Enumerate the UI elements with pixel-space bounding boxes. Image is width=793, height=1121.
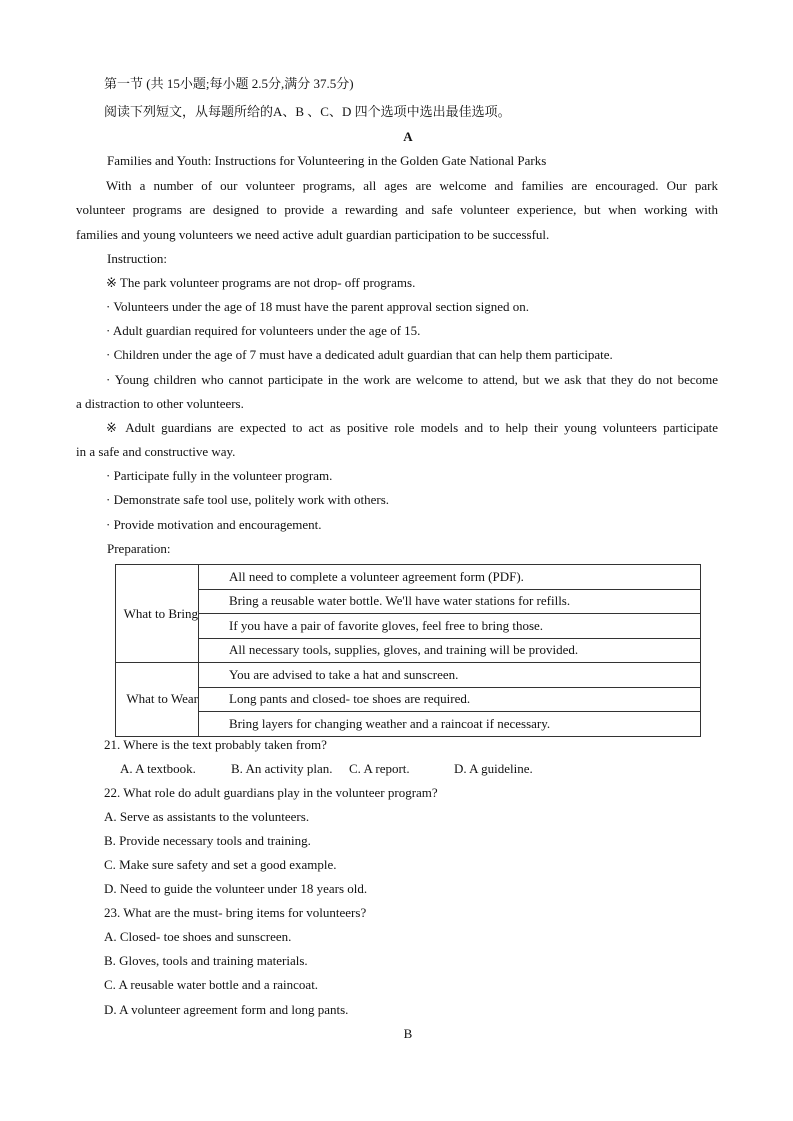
rule-line: · Adult guardian required for volunteers under the age of 15. bbox=[106, 323, 421, 338]
table-cell: You are advised to take a hat and sunscreen. bbox=[199, 663, 701, 688]
bullet-line: · Provide motivation and encouragement. bbox=[106, 517, 322, 532]
option: C. Make sure safety and set a good example. bbox=[104, 857, 337, 872]
question-23: 23. What are the must- bring items for volunteers? bbox=[104, 905, 367, 920]
passage-title: Families and Youth: Instructions for Volunteering in the Golden Gate National Parks bbox=[107, 153, 547, 168]
part-heading: A bbox=[403, 129, 413, 144]
section-header: 第一节 (共 15小题;每小题 2.5分,满分 37.5分) bbox=[104, 76, 354, 91]
option: B. An activity plan. bbox=[231, 761, 333, 776]
table-row bbox=[116, 589, 701, 614]
rule-line: in a safe and constructive way. bbox=[76, 444, 236, 459]
rule-line: a distraction to other volunteers. bbox=[76, 396, 244, 411]
option: A. Closed- toe shoes and sunscreen. bbox=[104, 929, 292, 944]
next-part-heading: B bbox=[403, 1026, 413, 1041]
instruction-label: Instruction: bbox=[107, 251, 167, 266]
option: D. Need to guide the volunteer under 18 years old. bbox=[104, 881, 368, 896]
option: C. A reusable water bottle and a raincoat. bbox=[104, 977, 319, 992]
table-cell: All need to complete a volunteer agreement form (PDF). bbox=[199, 565, 701, 590]
table-row bbox=[116, 638, 701, 663]
instruction-text: 阅读下列短文，从每题所给的A、B 、C、D 四个选项中选出最佳选项。 bbox=[104, 104, 511, 119]
table-row bbox=[116, 687, 701, 712]
question-21: 21. Where is the text probably taken from? bbox=[104, 737, 327, 752]
option: B. Gloves, tools and training materials. bbox=[104, 953, 308, 968]
bullet-line: · Participate fully in the volunteer program. bbox=[106, 468, 333, 483]
intro-line: With a number of our volunteer programs, all ages are welcome and families are encouraged. Our park bbox=[106, 178, 718, 193]
table-cell: Long pants and closed- toe shoes are required. bbox=[199, 687, 701, 712]
table-row bbox=[116, 614, 701, 639]
bullet-line: · Demonstrate safe tool use, politely work with others. bbox=[106, 492, 390, 507]
table-row bbox=[116, 663, 701, 688]
rule-line: ※ The park volunteer programs are not drop- off programs. bbox=[106, 275, 416, 290]
wear-header: What to Wear bbox=[116, 663, 199, 737]
rule-line: ※ Adult guardians are expected to act as positive role models and to help their young volunteers participate bbox=[106, 420, 718, 435]
preparation-table bbox=[115, 564, 701, 737]
intro-line: families and young volunteers we need active adult guardian participation to be successful. bbox=[76, 227, 550, 242]
option: A. A textbook. bbox=[120, 761, 196, 776]
table-cell: All necessary tools, supplies, gloves, and training will be provided. bbox=[199, 638, 701, 663]
table-cell: Bring layers for changing weather and a raincoat if necessary. bbox=[199, 712, 701, 737]
table-row bbox=[116, 712, 701, 737]
option: A. Serve as assistants to the volunteers. bbox=[104, 809, 310, 824]
rule-line: · Volunteers under the age of 18 must have the parent approval section signed on. bbox=[106, 299, 529, 314]
table-row bbox=[116, 565, 701, 590]
preparation-label: Preparation: bbox=[107, 541, 171, 556]
option: C. A report. bbox=[349, 761, 410, 776]
rule-line: · Children under the age of 7 must have a dedicated adult guardian that can help them participate. bbox=[106, 347, 613, 362]
question-22: 22. What role do adult guardians play in the volunteer program? bbox=[104, 785, 438, 800]
option: B. Provide necessary tools and training. bbox=[104, 833, 311, 848]
intro-line: volunteer programs are designed to provide a rewarding and safe volunteer experience, but when working with bbox=[76, 202, 718, 217]
bring-header: What to Bring bbox=[116, 565, 199, 663]
table-cell: If you have a pair of favorite gloves, feel free to bring those. bbox=[199, 614, 701, 639]
option: D. A guideline. bbox=[454, 761, 533, 776]
rule-line: · Young children who cannot participate in the work are welcome to attend, but we ask that they do not become bbox=[106, 372, 718, 387]
table-cell: Bring a reusable water bottle. We'll have water stations for refills. bbox=[199, 589, 701, 614]
option: D. A volunteer agreement form and long pants. bbox=[104, 1002, 349, 1017]
